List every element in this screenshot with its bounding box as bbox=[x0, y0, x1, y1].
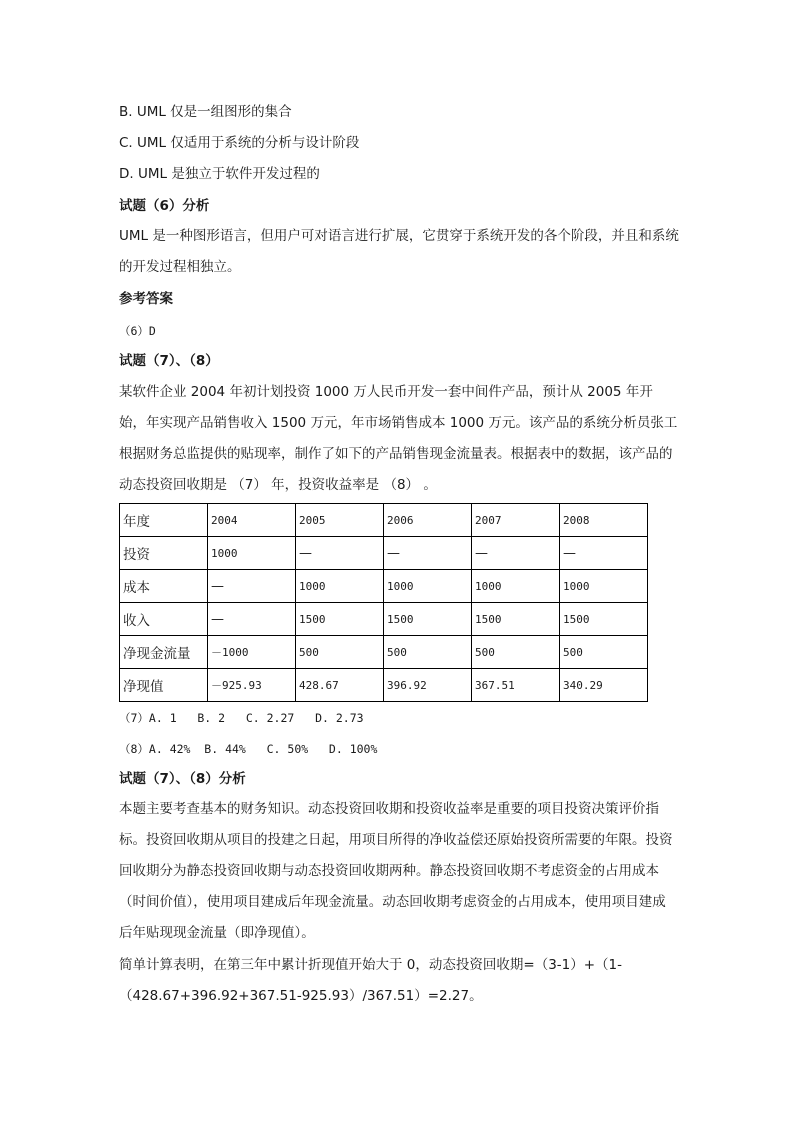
analysis-78-heading: 试题（7）、（8）分析 bbox=[119, 771, 246, 787]
option-b: B. UML 仅是一组图形的集合 bbox=[119, 104, 292, 120]
table-cell: — bbox=[560, 537, 648, 570]
table-cell: 净现金流量 bbox=[120, 636, 208, 669]
table-cell: 1500 bbox=[560, 603, 648, 636]
option-d: D. UML 是独立于软件开发过程的 bbox=[119, 166, 320, 182]
table-cell: 成本 bbox=[120, 570, 208, 603]
table-cell: 500 bbox=[296, 636, 384, 669]
table-cell: 2005 bbox=[296, 504, 384, 537]
table-cell: — bbox=[208, 570, 296, 603]
analysis-78-calc: 简单计算表明，在第三年中累计折现值开始大于 0，动态投资回收期=（3-1）+（1-（428.67+396.92+367.51-925.93）/367.51）=2.27。 bbox=[119, 957, 623, 1004]
table-cell: 500 bbox=[384, 636, 472, 669]
table-cell: 1500 bbox=[384, 603, 472, 636]
table-cell: 收入 bbox=[120, 603, 208, 636]
option-c: C. UML 仅适用于系统的分析与设计阶段 bbox=[119, 135, 360, 151]
options-q7: （7）A. 1 B. 2 C. 2.27 D. 2.73 bbox=[119, 711, 364, 725]
table-cell: 投资 bbox=[120, 537, 208, 570]
table-row bbox=[120, 636, 648, 669]
table-cell: 1500 bbox=[296, 603, 384, 636]
table-cell: 1000 bbox=[296, 570, 384, 603]
question-78-heading: 试题（7）、（8） bbox=[119, 353, 219, 369]
table-cell: — bbox=[472, 537, 560, 570]
table-row bbox=[120, 669, 648, 702]
options-q8: （8）A. 42% B. 44% C. 50% D. 100% bbox=[119, 742, 378, 756]
table-cell: 2007 bbox=[472, 504, 560, 537]
table-cell: 2006 bbox=[384, 504, 472, 537]
table-cell: 1000 bbox=[560, 570, 648, 603]
table-cell: 年度 bbox=[120, 504, 208, 537]
analysis-78-text: 本题主要考查基本的财务知识。动态投资回收期和投资收益率是重要的项目投资决策评价指标。投资回收期从项目的投建之日起，用项目所得的净收益偿还原始投资所需要的年限。投资回收期分为静态投资回收期与动态投资回收期两种。静态投资回收期不考虑资金的占用成本（时间价值），使用项目建成后年现金流量。动态回收期考虑资金的占用成本，使用项目建成后年贴现现金流量（即净现值）。 bbox=[119, 801, 673, 941]
analysis-6-text: UML 是一种图形语言，但用户可对语言进行扩展，它贯穿于系统开发的各个阶段，并且和系统的开发过程相独立。 bbox=[119, 228, 679, 275]
table-cell: 2008 bbox=[560, 504, 648, 537]
table-cell: — bbox=[296, 537, 384, 570]
cash-flow-table bbox=[119, 503, 648, 702]
table-row bbox=[120, 537, 648, 570]
table-cell: 净现值 bbox=[120, 669, 208, 702]
table-cell: 1000 bbox=[472, 570, 560, 603]
analysis-6-heading: 试题（6）分析 bbox=[119, 198, 210, 214]
table-cell: 1000 bbox=[384, 570, 472, 603]
table-cell: 2004 bbox=[208, 504, 296, 537]
table-cell: 428.67 bbox=[296, 669, 384, 702]
table-row bbox=[120, 570, 648, 603]
table-row bbox=[120, 603, 648, 636]
table-cell: 1000 bbox=[208, 537, 296, 570]
table-cell: 340.29 bbox=[560, 669, 648, 702]
table-cell: －925.93 bbox=[208, 669, 296, 702]
table-cell: — bbox=[208, 603, 296, 636]
answer-value: （6）D bbox=[119, 324, 156, 338]
table-header-row bbox=[120, 504, 648, 537]
table-cell: 500 bbox=[560, 636, 648, 669]
answer-heading: 参考答案 bbox=[119, 291, 173, 307]
question-78-text: 某软件企业 2004 年初计划投资 1000 万人民币开发一套中间件产品，预计从 2005 年开始，年实现产品销售收入 1500 万元，年市场销售成本 1000 万元。该产品的系统分析员张工根据财务总监提供的贴现率，制作了如下的产品销售现金流量表。根据表中的数据，该产品的动态投资回收期是 （7） 年，投资收益率是 （8） 。 bbox=[119, 384, 678, 493]
table-cell: 1500 bbox=[472, 603, 560, 636]
table-cell: 500 bbox=[472, 636, 560, 669]
table-cell: — bbox=[384, 537, 472, 570]
table-cell: 367.51 bbox=[472, 669, 560, 702]
table-cell: 396.92 bbox=[384, 669, 472, 702]
table-cell: －1000 bbox=[208, 636, 296, 669]
